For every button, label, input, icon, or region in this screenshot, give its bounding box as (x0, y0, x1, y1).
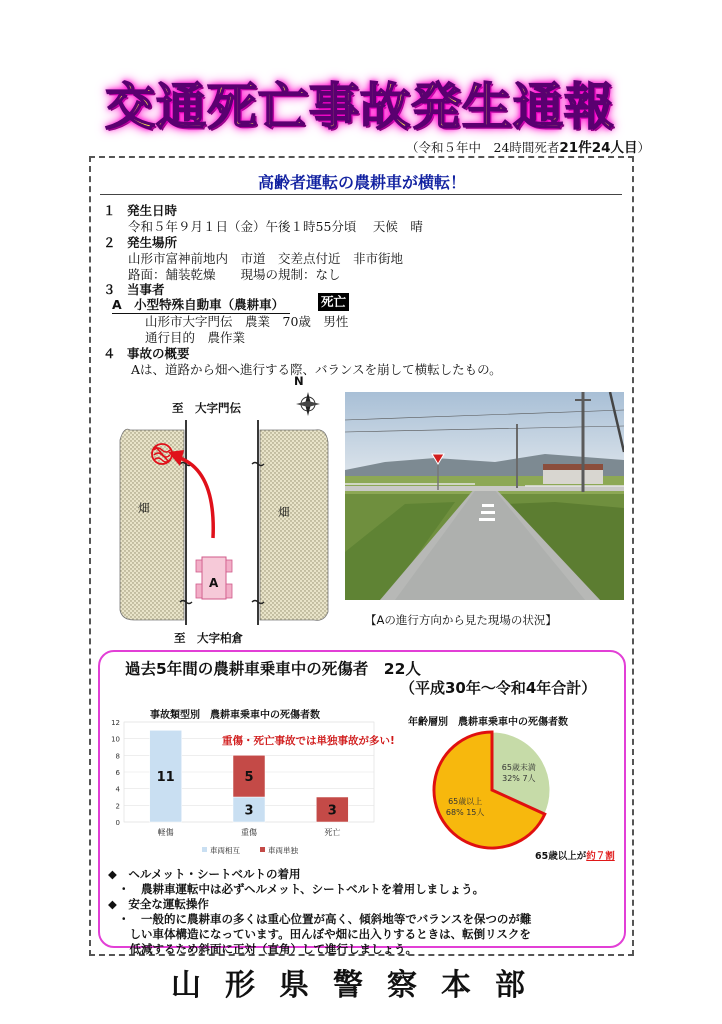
section-3-line: 通行目的 農作業 (145, 330, 246, 345)
statistics-title: 過去5年間の農耕車乗車中の死傷者 22人 (125, 660, 421, 678)
pie-footnote-prefix: 65歳以上が (535, 851, 587, 862)
section-3-heading: 当事者 (127, 282, 165, 297)
field-left-label: 畑 (138, 501, 150, 515)
section-2-line: 路面：舗装乾燥 現場の規制：なし (128, 267, 341, 282)
callout-single-vehicle: 重傷・死亡事故では単独事故が多い! (222, 735, 395, 747)
section-3-line: 山形市大字門伝 農業 70歳 男性 (145, 314, 349, 329)
section-4-line: Aは、道路から畑へ進行する際、バランスを崩して横転したもの。 (131, 362, 502, 377)
y-tick-label: 8 (115, 752, 120, 761)
accident-diagram (110, 374, 340, 648)
tip-helmet-body: ・ 農耕車運転中は必ずヘルメット、シートベルトを着用しましょう。 (118, 882, 485, 896)
count-value: 21件24人目 (559, 140, 638, 156)
count-suffix: ） (637, 140, 650, 155)
tip-safe-body: 低減するため斜面に正対（直角）して進行しましょう。 (118, 942, 417, 956)
legend-label: 車両単独 (268, 846, 298, 855)
subtitle-divider (100, 194, 622, 195)
section-2-line: 山形市富神前地内 市道 交差点付近 非市街地 (128, 251, 404, 266)
tip-safe-heading: ◆ 安全な運転操作 (108, 897, 209, 911)
vehicle-path-arrow (180, 458, 213, 538)
section-1-number: １ (103, 203, 116, 218)
pie-footnote (535, 848, 615, 862)
legend-swatch (260, 847, 265, 852)
bar-chart-title: 事故類型別 農耕車乗車中の死傷者数 (150, 710, 320, 721)
pie-chart-title: 年齢層別 農耕車乗車中の死傷者数 (408, 717, 568, 728)
pie-slice-label: 65歳未満 (501, 762, 536, 772)
statistics-subtitle: （平成30年～令和4年合計） (400, 679, 597, 697)
pie-slice-value: 32% 7人 (502, 773, 536, 783)
section-2-heading: 発生場所 (127, 235, 178, 250)
data-label: 11 (156, 770, 175, 786)
y-tick-label: 12 (111, 719, 120, 727)
y-tick-label: 0 (115, 819, 120, 827)
section-1-heading: 発生日時 (127, 203, 178, 218)
count-prefix: （令和５年中 24時間死者 (405, 140, 560, 155)
pie-slice-label: 65歳以上 (448, 797, 483, 807)
section-1-line: 令和５年９月１日（金）午後１時55分頃 天候 晴 (128, 219, 423, 234)
pie-chart (430, 728, 580, 858)
y-tick-label: 2 (115, 802, 120, 811)
y-tick-label: 6 (115, 769, 120, 777)
compass-north-label: N (294, 374, 304, 388)
data-label: 3 (244, 803, 254, 819)
section-2-number: ２ (103, 235, 116, 250)
scene-photo (345, 392, 624, 600)
section-4-number: ４ (103, 346, 116, 361)
x-tick-label: 軽傷 (157, 828, 174, 837)
section-4-heading: 事故の概要 (127, 346, 190, 361)
data-label: 5 (244, 770, 254, 786)
pie-slice-value: 68% 15人 (445, 808, 485, 818)
tip-safe-body: しい車体構造になっています。田んぼや畑に出入りするときは、転倒リスクを (118, 927, 531, 941)
footer-issuer: 山形県警察本部 (171, 968, 549, 1003)
legend-label: 車両相互 (210, 846, 240, 855)
y-tick-label: 10 (111, 735, 120, 744)
tip-safe-body: ・ 一般的に農耕車の多くは重心位置が高く、傾斜地等でバランスを保つのが難 (118, 912, 532, 926)
fatality-count (406, 136, 650, 156)
compass-icon (296, 392, 320, 416)
y-tick-label: 4 (115, 785, 120, 794)
legend-swatch (202, 847, 207, 852)
report-subtitle: 高齢者運転の農耕車が横転！ (257, 173, 466, 192)
pie-footnote-highlight: 約７割 (586, 851, 615, 862)
direction-top-label: 至 大字門伝 (172, 401, 241, 415)
scene-photo-svg (345, 392, 624, 600)
data-label: 3 (327, 803, 337, 819)
field-right-shape (260, 430, 328, 621)
photo-caption: 【Aの進行方向から見た現場の状況】 (365, 613, 557, 627)
direction-bottom-label: 至 大字柏倉 (174, 631, 243, 645)
x-tick-label: 死亡 (324, 828, 341, 837)
death-badge: 死亡 (318, 293, 349, 311)
section-3-number: ３ (103, 282, 116, 297)
party-a-label: A 小型特殊自動車（農耕車） (112, 295, 290, 314)
field-right-label: 畑 (278, 505, 290, 519)
x-tick-label: 重傷 (241, 828, 257, 837)
tip-helmet-heading: ◆ ヘルメット・シートベルトの着用 (108, 867, 301, 881)
page-title: 交通死亡事故発生通報 (105, 78, 615, 136)
vehicle-label: A (209, 576, 219, 590)
